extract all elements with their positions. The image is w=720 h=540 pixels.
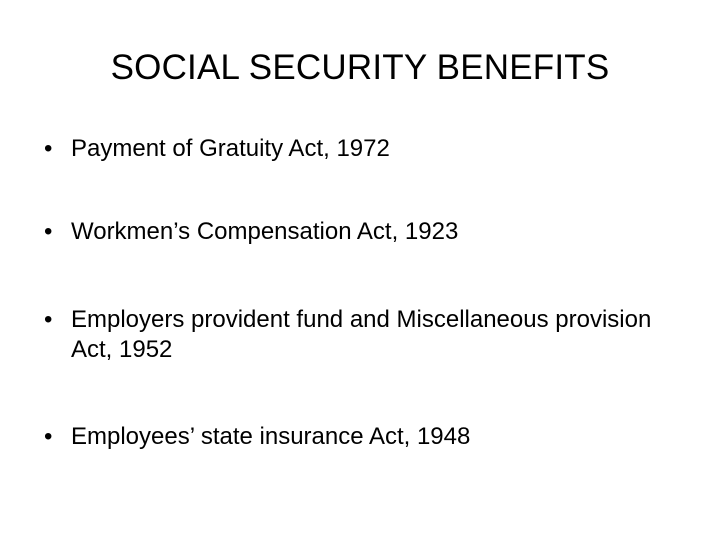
list-item-text: Employers provident fund and Miscellaneous provision Act, 1952 (71, 306, 652, 363)
list-item (44, 134, 684, 164)
list-item-text: Workmen’s Compensation Act, 1923 (71, 218, 459, 245)
bullet-icon: • (44, 218, 53, 245)
list-item-text: Employees’ state insurance Act, 1948 (71, 423, 471, 450)
list-item (44, 305, 684, 365)
bullet-icon: • (44, 423, 53, 450)
list-item (44, 217, 684, 247)
list-item (44, 422, 684, 452)
bullet-icon: • (44, 306, 53, 333)
slide-title: SOCIAL SECURITY BENEFITS (110, 48, 610, 87)
list-item-text: Payment of Gratuity Act, 1972 (71, 135, 390, 162)
bullet-icon: • (44, 135, 53, 162)
